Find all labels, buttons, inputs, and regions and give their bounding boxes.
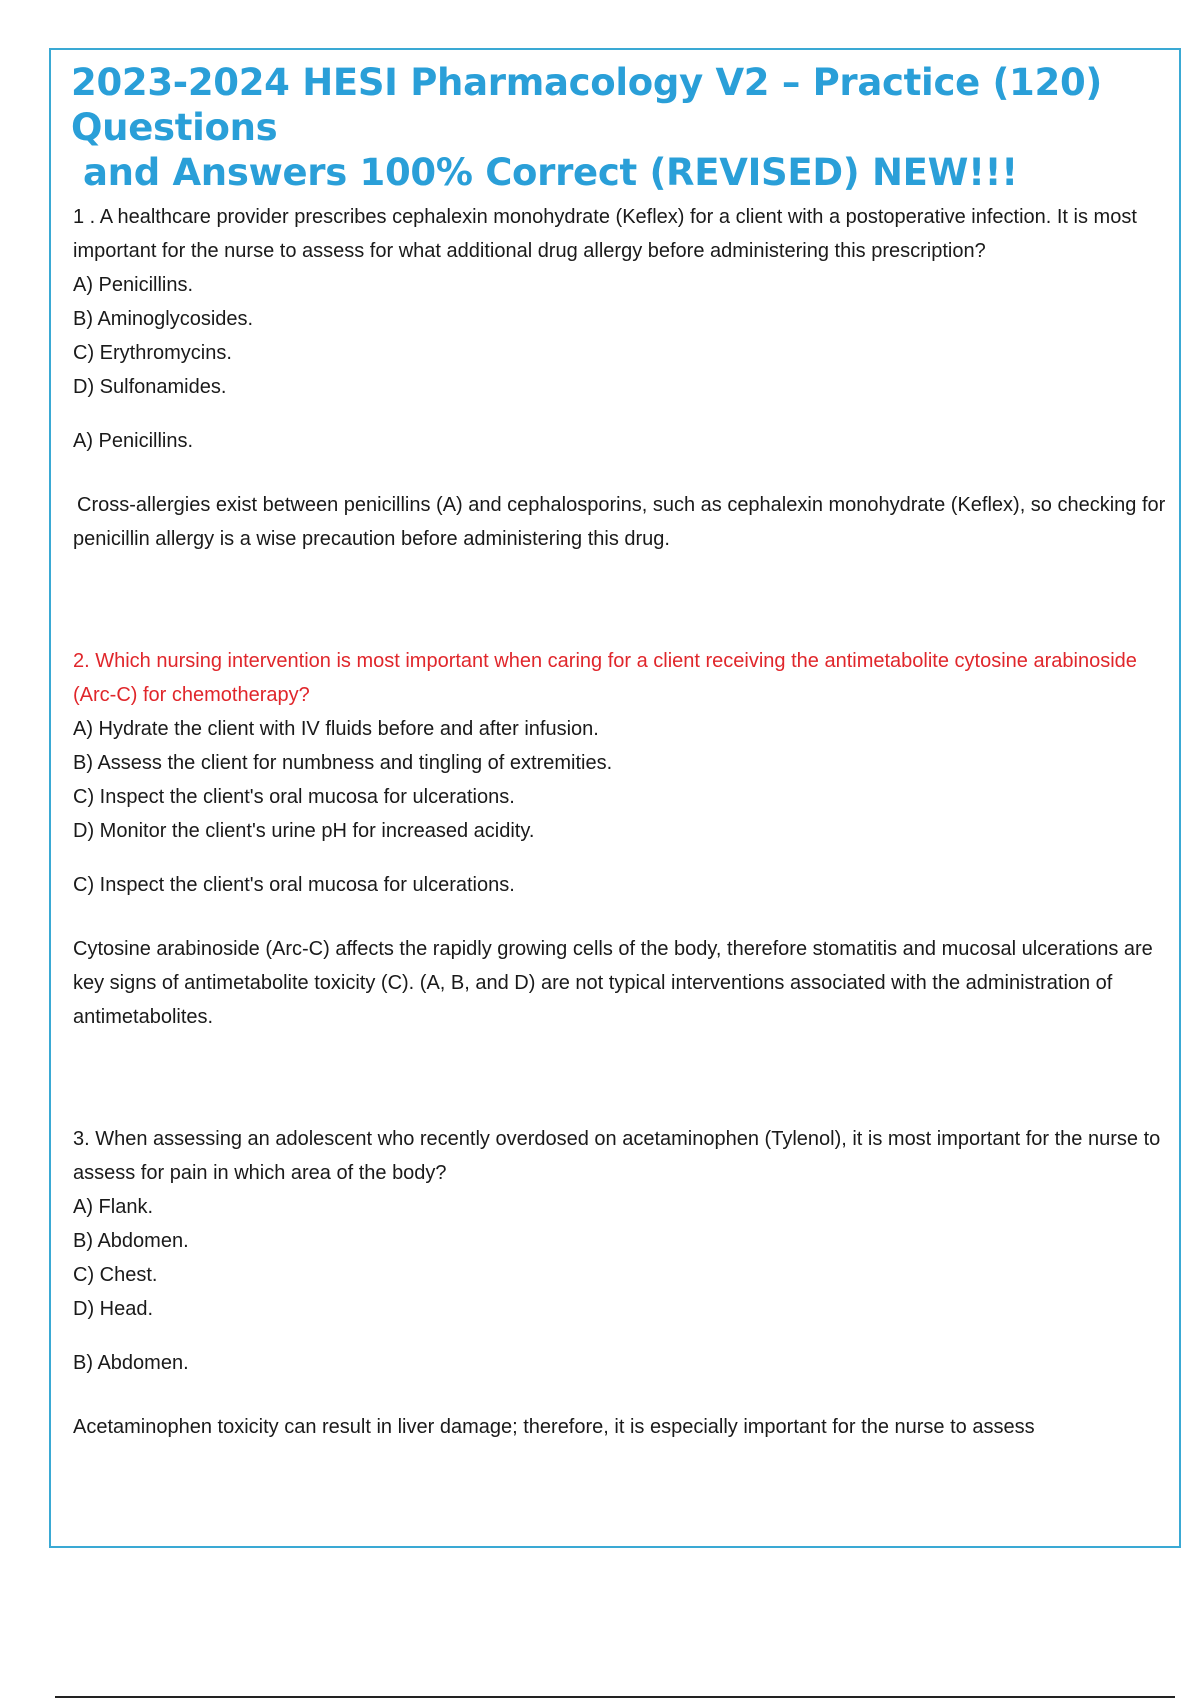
option-d: D) Monitor the client's urine pH for increased acidity. <box>73 820 535 842</box>
correct-answer: A) Penicillins. <box>73 430 194 452</box>
title-line-2: and Answers 100% Correct (REVISED) NEW!!! <box>83 151 1018 194</box>
answer-options <box>73 268 1173 404</box>
option-a: A) Flank. <box>73 1196 154 1218</box>
question-1 <box>73 200 1173 556</box>
rationale: Cross-allergies exist between penicillins (A) and cephalosporins, such as cephalexin monohydrate (Keflex), so checking for penicillin allergy is a wise precaution before administering this drug. <box>73 494 1166 550</box>
option-c: C) Inspect the client's oral mucosa for ulcerations. <box>73 786 515 808</box>
option-b: B) Abdomen. <box>73 1230 189 1252</box>
document-title <box>71 60 1191 195</box>
correct-answer: C) Inspect the client's oral mucosa for ulcerations. <box>73 874 515 896</box>
option-a: A) Hydrate the client with IV fluids before and after infusion. <box>73 718 599 740</box>
question-stem: 1 . A healthcare provider prescribes cephalexin monohydrate (Keflex) for a client with a postoperative infection. It is most important for the nurse to assess for what additional drug allergy before administering this prescription? <box>73 206 1137 262</box>
title-line-1: 2023-2024 HESI Pharmacology V2 – Practice (120) Questions <box>71 61 1103 149</box>
question-stem-highlighted: 2. Which nursing intervention is most important when caring for a client receiving the antimetabolite cytosine arabinoside (Arc-C) for chemotherapy? <box>73 650 1137 706</box>
spacer <box>73 556 1173 644</box>
option-c: C) Erythromycins. <box>73 342 232 364</box>
spacer <box>73 1034 1173 1122</box>
answer-options <box>73 712 1173 848</box>
question-3 <box>73 1122 1173 1444</box>
question-stem: 3. When assessing an adolescent who recently overdosed on acetaminophen (Tylenol), it is most important for the nurse to assess for pain in which area of the body? <box>73 1128 1161 1184</box>
question-2 <box>73 644 1173 1034</box>
option-d: D) Sulfonamides. <box>73 376 227 398</box>
document-body <box>73 200 1173 1444</box>
correct-answer: B) Abdomen. <box>73 1352 189 1374</box>
option-b: B) Assess the client for numbness and tingling of extremities. <box>73 752 613 774</box>
option-c: C) Chest. <box>73 1264 158 1286</box>
rationale: Cytosine arabinoside (Arc-C) affects the rapidly growing cells of the body, therefore stomatitis and mucosal ulcerations are key signs of antimetabolite toxicity (C). (A, B, and D) are not typical interventions associated with the administration of antimetabolites. <box>73 938 1153 1028</box>
option-a: A) Penicillins. <box>73 274 194 296</box>
answer-options <box>73 1190 1173 1326</box>
option-d: D) Head. <box>73 1298 154 1320</box>
rationale: Acetaminophen toxicity can result in liver damage; therefore, it is especially important for the nurse to assess <box>73 1416 1035 1438</box>
footer-divider <box>55 1696 1175 1698</box>
option-b: B) Aminoglycosides. <box>73 308 254 330</box>
